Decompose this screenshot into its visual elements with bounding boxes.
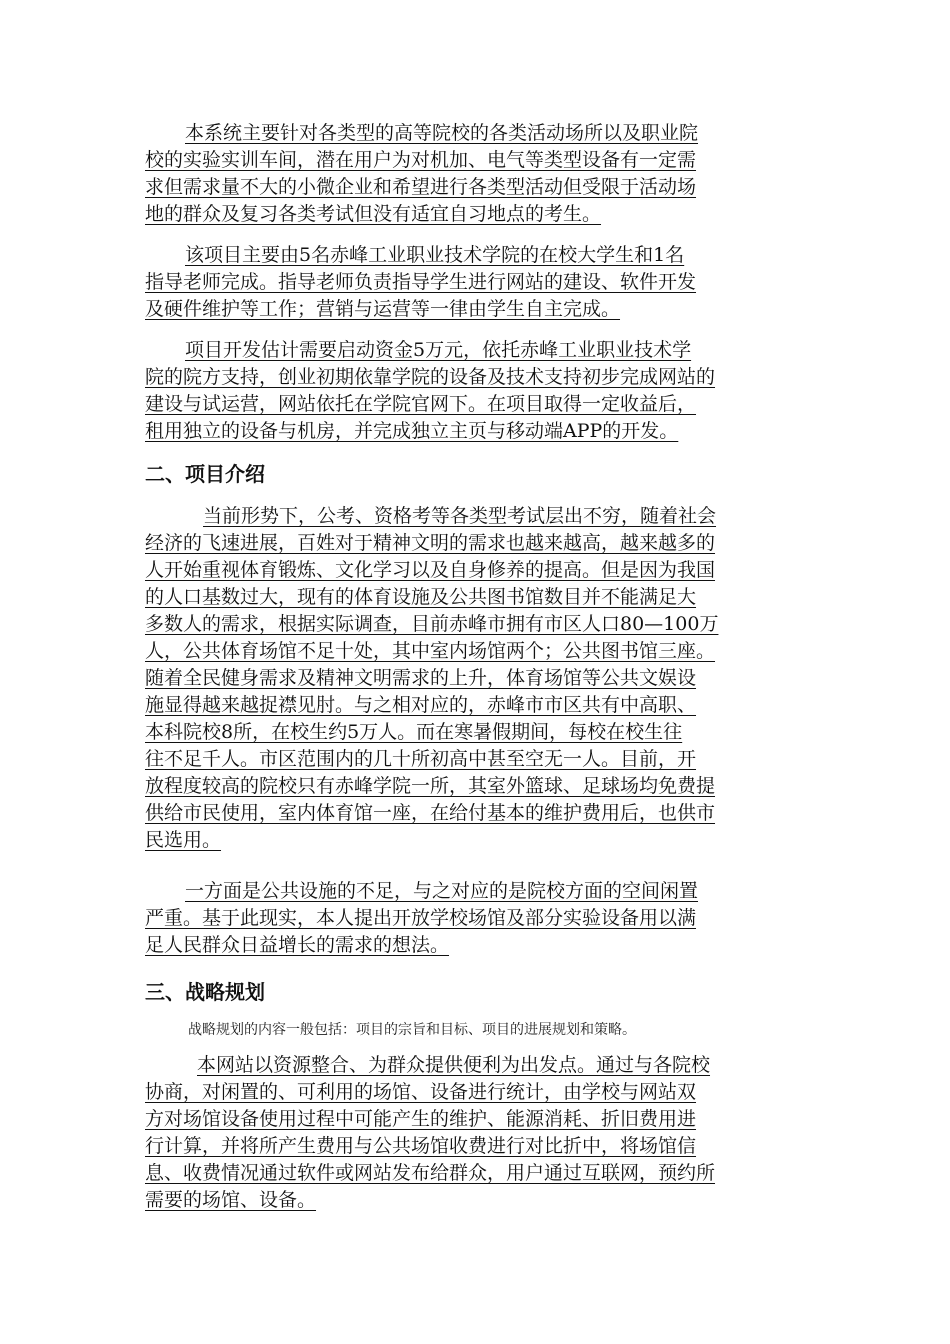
text-line: 随着全民健身需求及精神文明需求的上升，体育场馆等公共文娱设 [145,667,697,689]
text-line: 往不足千人。市区范围内的几十所初高中甚至空无一人。目前，开 [145,748,697,770]
strategy-note: 战略规划的内容一般包括：项目的宗旨和目标、项目的进展规划和策略。 [188,1022,636,1038]
text-line: 需要的场馆、设备。 [145,1189,317,1211]
text-line: 多数人的需求，根据实际调查，目前赤峰市拥有市区人口80—100万 [145,613,719,635]
text-line: 本系统主要针对各类型的高等院校的各类活动场所以及职业院 [185,122,699,144]
text-line: 施显得越来越捉襟见肘。与之相对应的，赤峰市市区共有中高职、 [145,694,697,716]
text-line: 民选用。 [145,829,222,851]
text-line: 校的实验实训车间，潜在用户为对机加、电气等类型设备有一定需 [145,149,697,171]
text-line: 经济的飞速进展，百姓对于精神文明的需求也越来越高，越来越多的 [145,532,716,554]
section-heading-project-intro: 二、项目介绍 [145,462,265,486]
text-line: 求但需求量不大的小微企业和希望进行各类型活动但受限于活动场 [145,176,697,198]
text-line: 本网站以资源整合、为群众提供便利为出发点。通过与各院校 [197,1054,711,1076]
text-line: 一方面是公共设施的不足，与之对应的是院校方面的空间闲置 [185,880,699,902]
text-line: 足人民群众日益增长的需求的想法。 [145,934,450,956]
text-line: 当前形势下，公考、资格考等各类型考试层出不穷，随着社会 [203,505,717,527]
paragraph-background [145,505,807,856]
text-line: 该项目主要由5名赤峰工业职业技术学院的在校大学生和1名 [185,244,685,266]
text-line: 息、收费情况通过软件或网站发布给群众，用户通过互联网，预约所 [145,1162,716,1184]
text-line: 地的群众及复习各类考试但没有适宜自习地点的考生。 [145,203,602,225]
text-line: 行计算，并将所产生费用与公共场馆收费进行对比折中，将场馆信 [145,1135,697,1157]
paragraph-proposal [145,880,807,961]
text-line: 协商，对闲置的、可利用的场馆、设备进行统计，由学校与网站双 [145,1081,697,1103]
text-line: 及硬件维护等工作；营销与运营等一律由学生自主完成。 [145,298,621,320]
text-line: 本科院校8所，在校生约5万人。而在寒暑假期间，每校在校生往 [145,721,683,743]
paragraph-target-users [145,122,807,230]
text-line: 项目开发估计需要启动资金5万元，依托赤峰工业职业技术学 [185,339,692,361]
text-line: 供给市民使用，室内体育馆一座，在给付基本的维护费用后，也供市 [145,802,716,824]
text-line: 严重。基于此现实，本人提出开放学校场馆及部分实验设备用以满 [145,907,697,929]
text-line: 人开始重视体育锻炼、文化学习以及自身修养的提高。但是因为我国 [145,559,716,581]
text-line: 指导老师完成。指导老师负责指导学生进行网站的建设、软件开发 [145,271,697,293]
text-line: 人，公共体育场馆不足十处，其中室内场馆两个；公共图书馆三座。 [145,640,716,662]
paragraph-strategy [145,1054,807,1216]
text-line: 的人口基数过大，现有的体育设施及公共图书馆数目并不能满足大 [145,586,697,608]
text-line: 方对场馆设备使用过程中可能产生的维护、能源消耗、折旧费用进 [145,1108,697,1130]
text-line: 放程度较高的院校只有赤峰学院一所，其室外篮球、足球场均免费提 [145,775,716,797]
text-line: 租用独立的设备与机房，并完成独立主页与移动端APP的开发。 [145,420,679,442]
paragraph-team [145,244,807,325]
text-line: 院的院方支持，创业初期依靠学院的设备及技术支持初步完成网站的 [145,366,716,388]
section-heading-strategy: 三、战略规划 [145,980,265,1004]
text-line: 建设与试运营，网站依托在学院官网下。在项目取得一定收益后， [145,393,697,415]
paragraph-funding [145,339,807,447]
